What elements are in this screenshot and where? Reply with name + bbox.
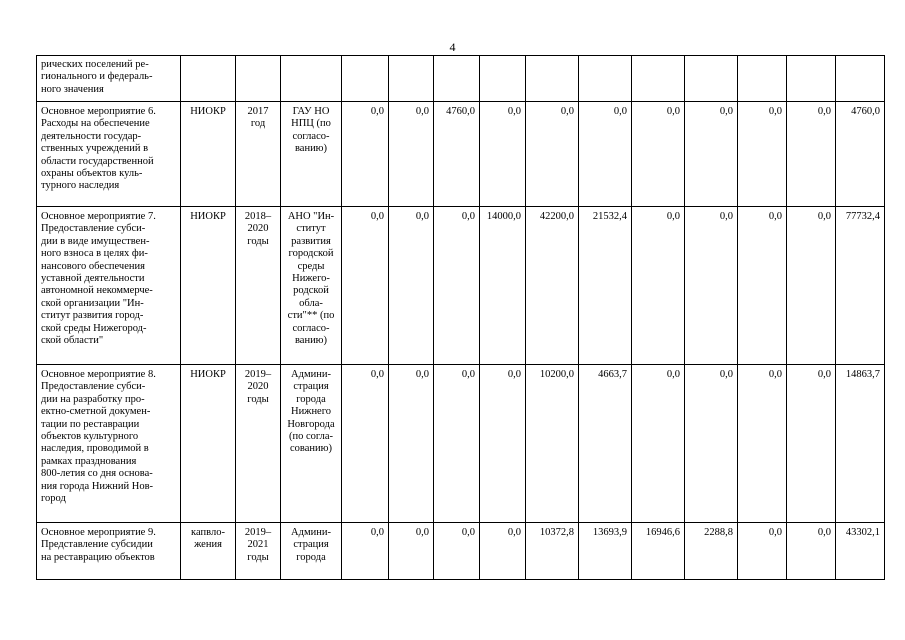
funding-value-cell: 0,0	[342, 102, 389, 207]
page-number: 4	[449, 40, 456, 54]
expense-type-cell	[181, 56, 236, 102]
funding-value-cell	[738, 56, 787, 102]
funding-value-cell: 0,0	[685, 365, 738, 523]
funding-value-cell: 42200,0	[526, 207, 579, 365]
total-value-cell: 43302,1	[836, 523, 885, 580]
executor-cell	[281, 56, 342, 102]
period-cell: 2017 год	[236, 102, 281, 207]
activity-name-cell: Основное мероприятие 6. Расходы на обеспечение деятельности государ- ственных учреждений в области государственной охраны объектов куль- турного наследия	[37, 102, 181, 207]
program-activities-table	[36, 55, 885, 580]
funding-value-cell: 21532,4	[579, 207, 632, 365]
funding-value-cell: 0,0	[434, 365, 480, 523]
funding-value-cell	[342, 56, 389, 102]
period-cell: 2018– 2020 годы	[236, 207, 281, 365]
funding-value-cell: 0,0	[480, 365, 526, 523]
funding-value-cell: 14000,0	[480, 207, 526, 365]
funding-value-cell	[434, 56, 480, 102]
funding-value-cell	[632, 56, 685, 102]
funding-value-cell: 0,0	[738, 102, 787, 207]
funding-value-cell: 0,0	[738, 365, 787, 523]
funding-value-cell: 13693,9	[579, 523, 632, 580]
executor-cell: ГАУ НО НПЦ (по согласо- ванию)	[281, 102, 342, 207]
funding-value-cell: 10372,8	[526, 523, 579, 580]
table-row	[37, 523, 885, 580]
period-cell: 2019– 2021 годы	[236, 523, 281, 580]
funding-value-cell: 0,0	[738, 523, 787, 580]
funding-value-cell: 0,0	[787, 207, 836, 365]
executor-cell: Админи- страция города Нижнего Новгорода (по согла- сованию)	[281, 365, 342, 523]
funding-value-cell: 0,0	[787, 102, 836, 207]
funding-value-cell: 0,0	[389, 365, 434, 523]
funding-value-cell: 0,0	[685, 207, 738, 365]
funding-value-cell	[787, 56, 836, 102]
funding-value-cell: 10200,0	[526, 365, 579, 523]
executor-cell: Админи- страция города	[281, 523, 342, 580]
activity-name-cell: Основное мероприятие 9. Представление субсидии на реставрацию объектов	[37, 523, 181, 580]
funding-value-cell: 0,0	[342, 523, 389, 580]
funding-value-cell: 0,0	[342, 207, 389, 365]
total-value-cell: 4760,0	[836, 102, 885, 207]
funding-value-cell: 4760,0	[434, 102, 480, 207]
funding-value-cell: 0,0	[526, 102, 579, 207]
funding-value-cell: 0,0	[579, 102, 632, 207]
funding-value-cell: 0,0	[632, 102, 685, 207]
period-cell	[236, 56, 281, 102]
table-row	[37, 102, 885, 207]
funding-value-cell: 0,0	[632, 365, 685, 523]
funding-value-cell: 0,0	[342, 365, 389, 523]
funding-value-cell: 0,0	[389, 523, 434, 580]
expense-type-cell: капвло- жения	[181, 523, 236, 580]
funding-value-cell: 0,0	[787, 365, 836, 523]
funding-value-cell: 0,0	[787, 523, 836, 580]
funding-value-cell: 16946,6	[632, 523, 685, 580]
funding-value-cell: 0,0	[389, 207, 434, 365]
funding-value-cell: 0,0	[632, 207, 685, 365]
funding-value-cell: 0,0	[738, 207, 787, 365]
total-value-cell: 77732,4	[836, 207, 885, 365]
expense-type-cell: НИОКР	[181, 102, 236, 207]
table-row	[37, 207, 885, 365]
expense-type-cell: НИОКР	[181, 365, 236, 523]
funding-value-cell: 0,0	[480, 523, 526, 580]
funding-value-cell: 0,0	[434, 207, 480, 365]
funding-value-cell: 4663,7	[579, 365, 632, 523]
total-value-cell	[836, 56, 885, 102]
funding-value-cell: 0,0	[389, 102, 434, 207]
funding-value-cell: 0,0	[434, 523, 480, 580]
executor-cell: АНО "Ин- ститут развития городской среды Нижего- родской обла- сти"** (по согласо- ванию)	[281, 207, 342, 365]
funding-value-cell	[526, 56, 579, 102]
table-row	[37, 365, 885, 523]
activity-name-cell: рических поселений ре- гионального и федераль- ного значения	[37, 56, 181, 102]
funding-value-cell: 0,0	[685, 102, 738, 207]
expense-type-cell: НИОКР	[181, 207, 236, 365]
activity-name-cell: Основное мероприятие 8. Предоставление субси- дии на разработку про- ектно-сметной докумен- тации по реставрации объектов культурного наследия, проводимой в рамках празднования 800-летия со дня основа- ния города Нижний Нов- город	[37, 365, 181, 523]
funding-value-cell	[685, 56, 738, 102]
funding-value-cell	[579, 56, 632, 102]
funding-value-cell: 2288,8	[685, 523, 738, 580]
period-cell: 2019– 2020 годы	[236, 365, 281, 523]
table-row	[37, 56, 885, 102]
funding-value-cell: 0,0	[480, 102, 526, 207]
activity-name-cell: Основное мероприятие 7. Предоставление субси- дии в виде имуществен- ного взноса в целях фи- нансового обеспечения уставной деятельности автономной некоммерче- ской организации "Ин- ститут развития город- ской среды Нижегород- ской области"	[37, 207, 181, 365]
total-value-cell: 14863,7	[836, 365, 885, 523]
funding-value-cell	[480, 56, 526, 102]
funding-value-cell	[389, 56, 434, 102]
